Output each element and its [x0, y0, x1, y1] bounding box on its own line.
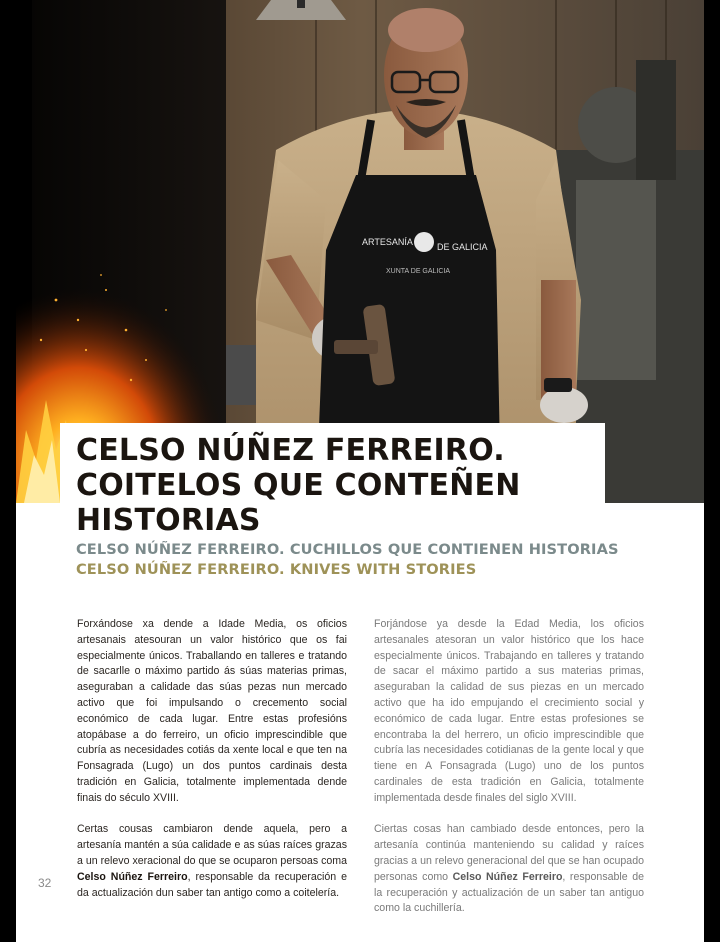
paragraph-galician-2-start: Certas cousas cambiaron dende aquela, pero a artesanía mantén a súa calidade e as súas raíces grazas a un relevo xeracional do que se ocuparon persoas coma: [77, 823, 347, 867]
paragraph-spanish-1: Forjándose ya desde la Edad Media, los oficios artesanales atesoran un valor histórico que los hace especialmente únicos. Trabajando en talleres y tratando de sacar el máximo partido a sus materias primas, aseguraban la calidad de sus piezas en un mercado activo que ha ido empujando el crecimiento social y económico de cada lugar. Entre estas profesiones se encontraba la del herrero, un oficio imprescindible que cubría las necesidades cotidianas de la gente local y que tiene en A Fonsagrada (Lugo) uno de los puntos cardinales de esta tradición en Galicia, totalmente implementada desde finales del siglo XVIII.: [374, 618, 644, 804]
apron-text-galicia: DE GALICIA: [437, 242, 488, 252]
paragraph-spanish-2: [374, 822, 644, 917]
paragraph-galician-2-end: , responsable da recuperación e da actualización dun saber tan antigo como a coitelería.: [77, 870, 347, 899]
apron-text-artesania: ARTESANÍA: [362, 237, 413, 247]
person-name-spanish: Celso Núñez Ferreiro: [452, 870, 563, 883]
paragraph-spanish-2-start: Ciertas cosas han cambiado desde entonces, pero la artesanía continúa manteniendo su calidad y raíces gracias a un relevo generacional del que se han ocupado personas como: [374, 823, 644, 883]
article-title: CELSO NÚÑEZ FERREIRO. COITELOS QUE CONTEÑEN HISTORIAS: [76, 433, 521, 538]
page-number: 32: [38, 876, 52, 890]
magazine-page: [16, 0, 704, 942]
person-name-galician: Celso Núñez Ferreiro: [77, 870, 188, 883]
paragraph-galician-1: Forxándose xa dende a Idade Media, os oficios artesanais atesouran un valor histórico que os fai especialmente únicos. Traballando en talleres e tratando de sacarlle o máximo partido ás súas materias primas, aseguraban a calidade das súas pezas nun mercado activo que foi impulsando o crecemento social económico de cada lugar. Entre estas profesións atopábase a do ferreiro, un oficio imprescindible que cubría as necesidades cotiás da xente local e que ten na Fonsagrada (Lugo) un dos puntos cardinais desta tradición en Galicia, totalmente implementada dende finais do século XVIII.: [77, 618, 347, 804]
subtitle-spanish: CELSO NÚÑEZ FERREIRO. CUCHILLOS QUE CONTIENEN HISTORIAS: [76, 541, 619, 558]
body-column-spanish: [374, 617, 644, 933]
apron-text-xunta: XUNTA DE GALICIA: [386, 268, 451, 275]
body-column-galician: [77, 617, 347, 917]
subtitle-english: CELSO NÚÑEZ FERREIRO. KNIVES WITH STORIES: [76, 561, 477, 578]
paragraph-spanish-2-end: , responsable de la recuperación y actualización de un saber tan antiguo como la cuchillería.: [374, 870, 644, 915]
paragraph-galician-2: [77, 822, 347, 901]
